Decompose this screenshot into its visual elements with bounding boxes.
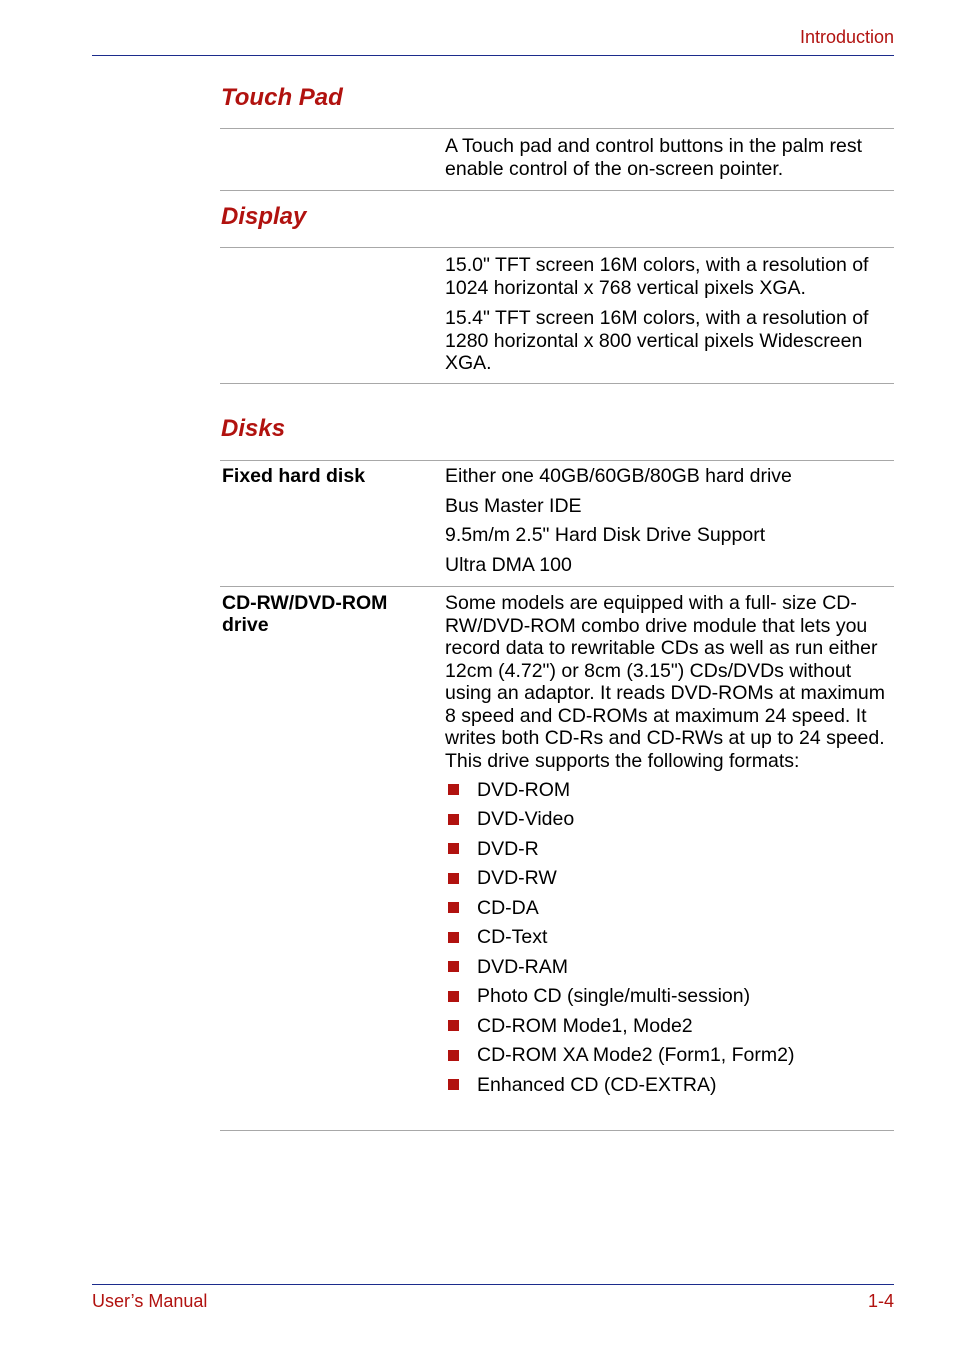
hdd-dma: Ultra DMA 100 — [445, 553, 572, 576]
list-item — [445, 775, 890, 805]
table-rule — [220, 383, 894, 384]
display-option-1: 15.0" TFT screen 16M colors, with a resolution of 1024 horizontal x 768 vertical pixels XGA. — [445, 254, 869, 299]
touch-pad-text: A Touch pad and control buttons in the palm rest enable control of the on-screen pointer. — [445, 135, 862, 180]
section-title-disks: Disks — [221, 415, 286, 442]
list-item — [445, 1041, 890, 1071]
section-title-display: Display — [221, 203, 307, 230]
hdd-interface: Bus Master IDE — [445, 494, 582, 517]
bullet-square-icon — [448, 873, 459, 884]
format-label: DVD-RAM — [477, 955, 568, 978]
format-label: CD-ROM XA Mode2 (Form1, Form2) — [477, 1044, 795, 1066]
list-item — [445, 1011, 890, 1041]
format-label: DVD-ROM — [477, 778, 571, 801]
bullet-square-icon — [448, 902, 459, 913]
running-header: Introduction — [799, 27, 894, 47]
table-rule — [220, 586, 894, 587]
fixed-hard-disk-label: Fixed hard disk — [222, 465, 366, 487]
table-rule — [220, 190, 894, 191]
format-label: DVD-Video — [477, 808, 575, 830]
format-label: CD-Text — [477, 926, 548, 948]
optical-drive-details — [445, 592, 890, 1100]
list-item — [445, 982, 890, 1012]
bullet-square-icon — [448, 991, 459, 1002]
format-label: DVD-R — [477, 837, 539, 860]
format-label: CD-ROM Mode1, Mode2 — [477, 1014, 693, 1037]
bullet-square-icon — [448, 961, 459, 972]
list-item — [445, 893, 890, 923]
display-option-2: 15.4" TFT screen 16M colors, with a resolution of 1280 horizontal x 800 vertical pixels Widescreen XGA. — [445, 307, 869, 374]
format-label: DVD-RW — [477, 867, 557, 889]
optical-drive-label: CD-RW/DVD-ROM drive — [222, 592, 388, 636]
list-item — [445, 805, 890, 835]
fixed-hard-disk-details — [445, 465, 890, 583]
supported-formats-list — [445, 775, 890, 1100]
list-item — [445, 834, 890, 864]
table-rule — [220, 247, 894, 248]
table-rule — [220, 128, 894, 129]
list-item — [445, 923, 890, 953]
bullet-square-icon — [448, 784, 459, 795]
bullet-square-icon — [448, 1050, 459, 1061]
page-number: 1-4 — [867, 1291, 894, 1311]
format-label: CD-DA — [477, 896, 539, 919]
table-rule — [220, 460, 894, 461]
display-description — [445, 254, 890, 375]
bullet-square-icon — [448, 814, 459, 825]
hdd-capacity: Either one 40GB/60GB/80GB hard drive — [445, 465, 792, 487]
bullet-square-icon — [448, 932, 459, 943]
format-label: Photo CD (single/multi-session) — [477, 985, 751, 1007]
bullet-square-icon — [448, 1020, 459, 1031]
list-item — [445, 952, 890, 982]
optical-drive-description: Some models are equipped with a full- size CD-RW/DVD-ROM combo drive module that lets you record data to rewritable CDs as well as run either 12cm (4.72") or 8cm (3.15") CDs/DVDs without using an adaptor. It reads DVD-ROMs at maximum 8 speed and CD-ROMs at maximum 24 speed. It writes both CD-Rs and CD-RWs at up to 24 speed. This drive supports the following formats: — [445, 592, 885, 772]
touch-pad-description — [445, 135, 890, 180]
bullet-square-icon — [448, 843, 459, 854]
format-label: Enhanced CD (CD-EXTRA) — [477, 1073, 717, 1096]
list-item — [445, 864, 890, 894]
list-item — [445, 1070, 890, 1100]
footer-rule — [92, 1284, 894, 1285]
hdd-form-factor: 9.5m/m 2.5" Hard Disk Drive Support — [445, 524, 766, 546]
bullet-square-icon — [448, 1079, 459, 1090]
footer-manual-title: User’s Manual — [92, 1291, 208, 1311]
section-title-touch-pad: Touch Pad — [221, 84, 343, 111]
table-rule — [220, 1130, 894, 1131]
header-rule — [92, 55, 894, 56]
